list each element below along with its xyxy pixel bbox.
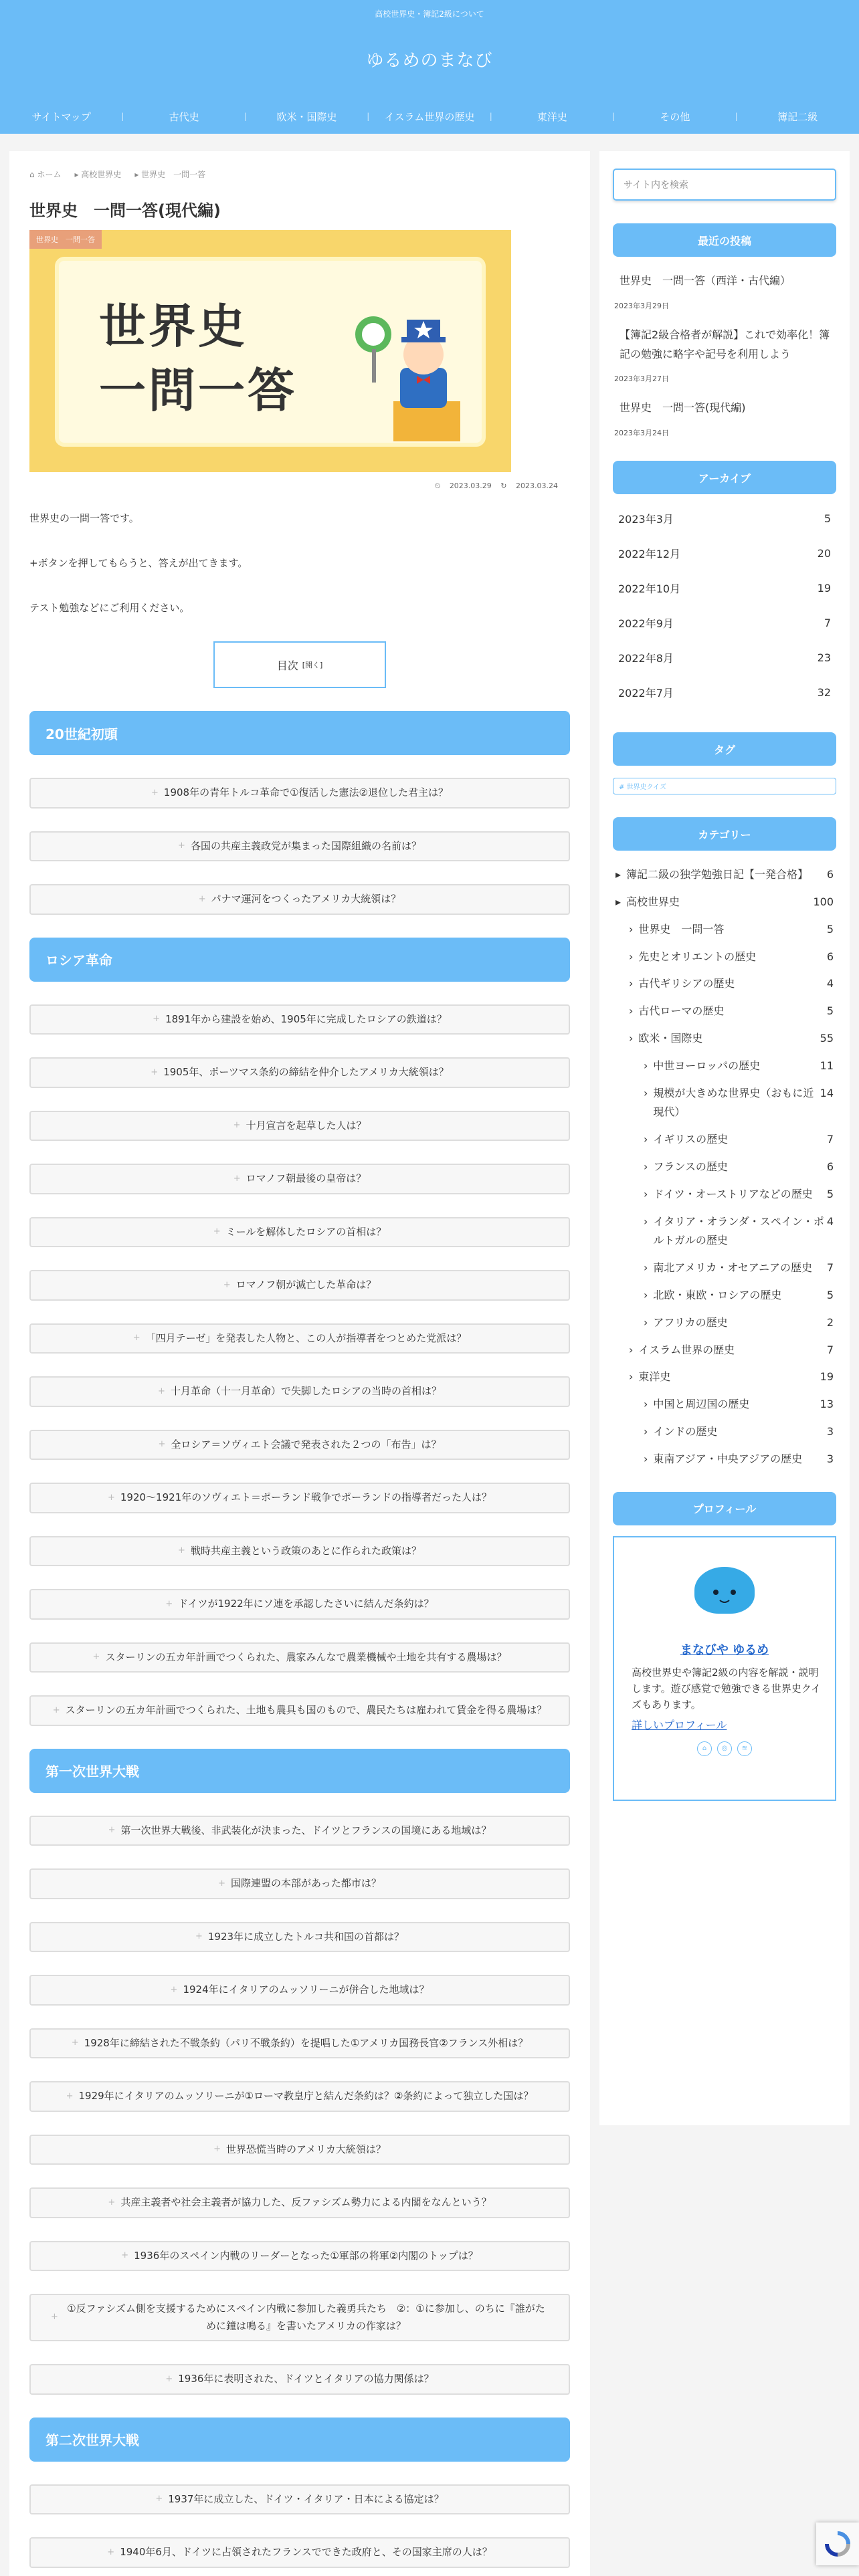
category-count: 6 — [826, 1160, 834, 1173]
category-name: 東南アジア・中央アジアの歴史 — [653, 1452, 803, 1465]
category-name: インドの歴史 — [653, 1424, 718, 1438]
avatar — [694, 1567, 755, 1614]
chevron-right-icon: › — [644, 1133, 648, 1146]
category-name: 規模が大きめな世界史（おもに近現代） — [653, 1086, 814, 1119]
archive-count: 7 — [824, 616, 831, 629]
nav-item-bookkeeping[interactable]: | 簿記二級 — [737, 99, 859, 134]
plus-icon[interactable]: + — [132, 1333, 140, 1344]
quiz-question-text: 十月宣言を起草した人は？ — [246, 1119, 367, 1132]
profile-card — [613, 1536, 836, 1801]
plus-icon[interactable]: + — [158, 1439, 166, 1450]
feed-icon[interactable]: ◎ — [717, 1741, 732, 1756]
eyecatch-line2: 一問一答 — [99, 363, 297, 418]
quiz-question-toggle[interactable] — [29, 1430, 570, 1461]
quiz-question-toggle[interactable] — [29, 1376, 570, 1407]
quiz-question-toggle[interactable] — [29, 1217, 570, 1248]
category-count: 7 — [826, 1261, 834, 1275]
quiz-question-text: 1940年6月、ドイツに占領されたフランスでできた政府と、その国家主席の人は？ — [120, 2546, 492, 2558]
eyecatch-text — [99, 294, 297, 423]
site-title[interactable]: ゆるめのまなび — [366, 51, 493, 71]
recaptcha-badge-icon[interactable] — [816, 2523, 859, 2565]
quiz-question-toggle[interactable] — [29, 831, 570, 862]
quiz-question-toggle[interactable] — [29, 2028, 570, 2059]
category-count: 19 — [820, 1370, 834, 1384]
chevron-right-icon: › — [644, 1086, 648, 1099]
global-nav — [0, 99, 859, 134]
category-item[interactable] — [613, 857, 836, 885]
quiz-question-toggle[interactable] — [29, 1270, 570, 1301]
quiz-question-toggle[interactable] — [29, 778, 570, 809]
chevron-right-icon: › — [644, 1059, 648, 1072]
quiz-question-toggle[interactable] — [29, 1004, 570, 1035]
quiz-question-toggle[interactable] — [29, 1323, 570, 1354]
quiz-question-text: 1920〜1921年のソヴィエト＝ポーランド戦争でポーランドの指導者だった人は？ — [120, 1491, 492, 1503]
nav-item-eastern[interactable]: | 東洋史 — [491, 99, 613, 134]
chevron-right-icon: › — [629, 1370, 634, 1384]
archive-month: 2023年3月 — [618, 512, 674, 526]
plus-icon[interactable]: + — [66, 2090, 74, 2101]
quiz-question-text: ロマノフ朝最後の皇帝は？ — [246, 1172, 367, 1184]
site-tagline: 高校世界史・簿記2級について — [375, 9, 484, 19]
category-item[interactable] — [613, 1177, 836, 1204]
recent-posts-heading: 最近の投稿 — [613, 223, 836, 257]
chevron-right-icon: › — [644, 1424, 648, 1438]
archive-month: 2022年8月 — [618, 651, 674, 665]
breadcrumb-current[interactable]: ▸ 世界史 一問一答 — [134, 170, 206, 179]
category-count: 100 — [813, 895, 834, 908]
plus-icon[interactable]: + — [52, 1705, 60, 1715]
category-count: 14 — [820, 1086, 834, 1099]
nav-item-ancient[interactable]: | 古代史 — [122, 99, 245, 134]
site-header — [0, 0, 859, 134]
article — [9, 151, 590, 2576]
archive-month: 2022年12月 — [618, 547, 681, 560]
quiz-question-toggle[interactable] — [29, 1057, 570, 1088]
category-item[interactable] — [613, 1278, 836, 1305]
recent-post-date: 2023年3月24日 — [614, 429, 669, 438]
quiz-question-text: 1928年に締結された不戦条約（パリ不戦条約）を提唱した①アメリカ国務長官②フランス外相は？ — [84, 2036, 529, 2049]
category-count: 4 — [826, 1214, 834, 1228]
category-count: 2 — [826, 1315, 834, 1329]
quiz-question-text: スターリンの五カ年計画でつくられた、農家みんなで農業機械や土地を共有する農場は？ — [105, 1650, 507, 1663]
plus-icon[interactable]: + — [121, 2250, 129, 2261]
category-name: フランスの歴史 — [653, 1160, 728, 1173]
archive-month: 2022年7月 — [618, 686, 674, 700]
category-count: 11 — [820, 1059, 834, 1072]
quiz-question-text: 全ロシア＝ソヴィエト会議で発表された２つの「布告」は？ — [171, 1438, 442, 1451]
category-item[interactable] — [613, 1122, 836, 1150]
category-name: 欧米・国際史 — [638, 1031, 703, 1045]
category-count: 4 — [826, 977, 834, 990]
category-item[interactable] — [613, 912, 836, 940]
quiz-question-text: 1905年、ポーツマス条約の締結を仲介したアメリカ大統領は？ — [163, 1066, 449, 1078]
recent-posts-list — [613, 272, 836, 438]
breadcrumb — [29, 169, 570, 180]
chevron-right-icon: ▸ — [615, 895, 622, 908]
quiz-question-toggle[interactable] — [29, 2484, 570, 2515]
plus-icon[interactable]: + — [51, 2312, 58, 2323]
plus-icon[interactable]: + — [165, 2373, 173, 2384]
recent-post-link[interactable]: 【簿記2級合格者が解説】これで効率化！簿記の勉強に略字や記号を利用しよう — [619, 328, 830, 360]
quiz-question-toggle[interactable] — [29, 2081, 570, 2112]
breadcrumb-home[interactable]: ⌂ ホーム — [29, 170, 62, 179]
category-item[interactable] — [613, 885, 836, 912]
plus-icon[interactable]: + — [233, 1120, 241, 1131]
quiz-question-text: 第一次世界大戦後、非武装化が決まった、ドイツとフランスの国境にある地域は？ — [120, 1824, 492, 1836]
chevron-right-icon: › — [629, 950, 634, 963]
eyecatch-line1: 世界史 — [99, 299, 248, 354]
plus-icon[interactable]: + — [213, 1226, 221, 1237]
archive-item[interactable] — [613, 675, 836, 710]
plus-icon[interactable]: + — [213, 2144, 221, 2155]
category-item[interactable] — [613, 1442, 836, 1469]
quiz-question-toggle[interactable] — [29, 1536, 570, 1567]
recent-post-link[interactable]: 世界史 一問一答(現代編) — [619, 401, 746, 415]
plus-icon[interactable]: + — [233, 1173, 241, 1184]
quiz-question-toggle[interactable] — [29, 1816, 570, 1846]
quiz-question-text: スターリンの五カ年計画でつくられた、土地も農具も国のもので、農民たちは雇われて賃金を得る農場は？ — [65, 1704, 547, 1716]
quiz-question-text: パナマ運河をつくったアメリカ大統領は？ — [211, 893, 401, 905]
quiz-question-text: ドイツが1922年にソ連を承認したさいに結んだ条約は？ — [178, 1598, 434, 1610]
archive-item[interactable] — [613, 536, 836, 570]
profile-name[interactable]: まなびや ゆるめ — [680, 1642, 769, 1657]
quiz-question-toggle[interactable] — [29, 1164, 570, 1194]
profile-heading: プロフィール — [613, 1492, 836, 1525]
plus-icon[interactable]: + — [218, 1878, 226, 1889]
nav-item-sitemap[interactable]: サイトマップ — [31, 110, 91, 123]
category-name: イタリア・オランダ・スペイン・ポルトガルの歴史 — [653, 1214, 824, 1247]
category-count: 55 — [820, 1031, 834, 1045]
chevron-right-icon: › — [644, 1261, 648, 1275]
archive-count: 32 — [817, 685, 831, 699]
intro-paragraph: テスト勉強などにご利用ください。 — [29, 602, 190, 614]
category-count: 5 — [826, 1187, 834, 1200]
quiz-question-text: 共産主義者や社会主義者が協力した、反ファシズム勢力による内閣をなんという？ — [120, 2196, 492, 2208]
quiz-question-text: 十月革命（十一月革命）で失脚したロシアの当時の首相は？ — [170, 1385, 442, 1397]
date-updated: ↻ 2023.03.24 — [500, 481, 558, 490]
quiz-question-toggle[interactable] — [29, 2537, 570, 2568]
category-count: 13 — [820, 1398, 834, 1411]
plus-icon[interactable]: + — [107, 1492, 115, 1503]
quiz-question-text: ミールを解体したロシアの首相は？ — [225, 1225, 387, 1238]
chevron-right-icon: › — [629, 1031, 634, 1045]
post-dates — [29, 481, 558, 491]
home-icon[interactable]: ⌂ — [697, 1741, 712, 1756]
category-name: イギリスの歴史 — [653, 1133, 729, 1146]
chevron-right-icon: › — [644, 1452, 648, 1465]
archive-list — [613, 501, 836, 710]
quiz-question-text: 戦時共産主義という政策のあとに作られた政策は？ — [190, 1544, 421, 1557]
category-name: 南北アメリカ・オセアニアの歴史 — [653, 1261, 813, 1275]
plus-icon[interactable]: + — [155, 2494, 163, 2504]
quiz-question-text: 1891年から建設を始め、1905年に完成したロシアの鉄道は？ — [165, 1012, 447, 1025]
tag-link[interactable]: # 世界史クイズ — [613, 778, 836, 794]
chevron-right-icon: › — [629, 977, 634, 990]
category-name: ドイツ・オーストリアなどの歴史 — [653, 1187, 813, 1200]
category-item[interactable] — [613, 1333, 836, 1360]
category-item[interactable] — [613, 1387, 836, 1414]
quiz-question-toggle[interactable] — [29, 1868, 570, 1899]
quiz-sections — [29, 711, 570, 2568]
category-item[interactable] — [613, 1251, 836, 1278]
category-count: 5 — [826, 1288, 834, 1301]
category-name: 先史とオリエントの歴史 — [638, 950, 757, 963]
category-item[interactable] — [613, 1305, 836, 1333]
post-title: 世界史 一問一答(現代編) — [29, 201, 221, 220]
archive-item[interactable] — [613, 605, 836, 640]
category-count: 7 — [826, 1343, 834, 1356]
archive-heading: アーカイブ — [613, 461, 836, 494]
category-name: 高校世界史 — [626, 895, 680, 908]
nav-item-islam[interactable]: | イスラム世界の歴史 — [368, 99, 490, 134]
plus-icon[interactable]: + — [195, 1931, 203, 1942]
plus-icon[interactable]: + — [165, 1598, 173, 1609]
slime-avatar-icon — [694, 1567, 755, 1614]
category-item[interactable] — [613, 1076, 836, 1123]
tag-heading: タグ — [613, 732, 836, 766]
category-name: 古代ローマの歴史 — [638, 1004, 725, 1018]
profile-social-links — [628, 1741, 822, 1756]
category-name: 北欧・東欧・ロシアの歴史 — [653, 1288, 782, 1301]
category-name: 簿記二級の独学勉強日記【一発合格】 — [626, 868, 809, 881]
chevron-right-icon: › — [629, 1004, 634, 1018]
category-count: 6 — [826, 950, 834, 963]
archive-count: 23 — [817, 651, 831, 664]
archive-item[interactable] — [613, 501, 836, 536]
category-name: イスラム世界の歴史 — [638, 1343, 735, 1356]
category-item[interactable] — [613, 966, 836, 994]
archive-month: 2022年9月 — [618, 617, 674, 630]
category-name: 中国と周辺国の歴史 — [653, 1398, 750, 1411]
category-item[interactable] — [613, 1150, 836, 1177]
quiz-question-text: 1936年のスペイン内戦のリーダーとなった①軍部の将軍②内閣のトップは？ — [134, 2249, 478, 2262]
quiz-question-toggle[interactable] — [29, 2135, 570, 2165]
quiz-question-text: 1924年にイタリアのムッソリーニが併合した地域は？ — [183, 1983, 430, 1996]
quiz-question-text: 1937年に成立した、ドイツ・イタリア・日本による協定は？ — [168, 2492, 444, 2505]
category-name: アフリカの歴史 — [653, 1315, 728, 1329]
quiz-question-text: 1908年の青年トルコ革命で①復活した憲法②退位した君主は？ — [163, 786, 448, 798]
category-name: 東洋史 — [638, 1370, 671, 1384]
quiz-question-text: ①反ファシズム側を支援するためにスペイン内戦に参加した義勇兵たち ②：①に参加し、のちに『誰がために鐘は鳴る』を書いたアメリカの作家は？ — [67, 2302, 545, 2332]
sidebar — [599, 151, 850, 2125]
plus-icon[interactable]: + — [158, 1386, 165, 1396]
plus-icon[interactable]: + — [223, 1279, 231, 1290]
toc-open-button[interactable]: [開く] — [302, 661, 323, 669]
archive-count: 5 — [824, 512, 831, 525]
quiz-question-toggle[interactable] — [29, 2364, 570, 2395]
category-item[interactable] — [613, 1414, 836, 1442]
nav-item-other[interactable]: | その他 — [613, 99, 736, 134]
quiz-question-text: ロマノフ朝が滅亡した革命は？ — [235, 1279, 377, 1291]
rss-icon[interactable]: ≋ — [737, 1741, 752, 1756]
quiz-question-toggle[interactable] — [29, 1695, 570, 1726]
archive-count: 20 — [817, 546, 831, 560]
recent-post-date: 2023年3月29日 — [614, 301, 669, 310]
chevron-right-icon: › — [644, 1214, 648, 1228]
plus-icon[interactable]: + — [108, 2197, 116, 2208]
quiz-question-toggle[interactable] — [29, 1589, 570, 1620]
plus-icon[interactable]: + — [178, 1545, 185, 1556]
intro-paragraph: 世界史の一問一答です。 — [29, 512, 139, 524]
category-heading: カテゴリー — [613, 817, 836, 851]
quiz-question-text: 世界恐慌当時のアメリカ大統領は？ — [225, 2143, 386, 2155]
chevron-right-icon: › — [644, 1315, 648, 1329]
plus-icon[interactable]: + — [178, 841, 185, 851]
archive-month: 2022年10月 — [618, 582, 681, 595]
chevron-right-icon: › — [644, 1288, 648, 1301]
quiz-question-text: 1929年にイタリアのムッソリーニが①ローマ教皇庁と結んだ条約は？②条約によって独立した国は？ — [78, 2090, 534, 2102]
section-heading: 第二次世界大戦 — [29, 2418, 570, 2462]
table-of-contents-toggle[interactable] — [213, 641, 386, 688]
eyecatch-category-label[interactable]: 世界史 一問一答 — [29, 230, 102, 249]
recent-post-link[interactable]: 世界史 一問一答（西洋・古代編） — [619, 274, 791, 287]
plus-icon[interactable]: + — [107, 2547, 115, 2557]
chevron-right-icon: ▸ — [615, 868, 622, 881]
plus-icon[interactable]: + — [151, 787, 159, 798]
toc-label: 目次 — [276, 659, 298, 672]
plus-icon[interactable]: + — [153, 1014, 161, 1025]
breadcrumb-category[interactable]: ▸ 高校世界史 — [74, 170, 122, 179]
quiz-question-text: 各国の共産主義政党が集まった国際組織の名前は？ — [190, 839, 421, 852]
chevron-right-icon: › — [644, 1187, 648, 1200]
chevron-right-icon: › — [629, 922, 634, 936]
quiz-question-toggle[interactable] — [29, 2187, 570, 2218]
quiz-question-toggle[interactable] — [29, 1111, 570, 1142]
category-count: 5 — [826, 1004, 834, 1018]
category-name: 古代ギリシアの歴史 — [638, 977, 735, 990]
category-count: 5 — [826, 922, 834, 936]
chevron-right-icon: › — [629, 1343, 634, 1356]
header-banner — [0, 0, 859, 99]
quiz-question-text: 1936年に表明された、ドイツとイタリアの協力関係は？ — [178, 2373, 434, 2385]
category-item[interactable] — [613, 1021, 836, 1049]
nav-item-western[interactable]: | 欧米・国際史 — [246, 99, 368, 134]
eyecatch-panel — [55, 257, 486, 447]
plus-icon[interactable]: + — [198, 893, 206, 904]
archive-item[interactable] — [613, 570, 836, 605]
quiz-host-illustration-icon — [353, 301, 474, 448]
category-count: 7 — [826, 1133, 834, 1146]
plus-icon[interactable]: + — [92, 1652, 100, 1662]
plus-icon[interactable]: + — [108, 1825, 116, 1836]
chevron-right-icon: › — [644, 1398, 648, 1411]
archive-count: 19 — [817, 581, 831, 595]
category-list — [613, 857, 836, 1469]
quiz-question-toggle[interactable] — [29, 1922, 570, 1953]
category-item[interactable] — [613, 1204, 836, 1251]
category-name: 中世ヨーロッパの歴史 — [653, 1059, 761, 1072]
quiz-question-text: 1923年に成立したトルコ共和国の首都は？ — [207, 1930, 405, 1943]
section-heading: 20世紀初頭 — [29, 711, 570, 755]
recent-post-date: 2023年3月27日 — [614, 374, 669, 384]
plus-icon[interactable]: + — [151, 1067, 159, 1077]
category-item[interactable] — [613, 940, 836, 967]
plus-icon[interactable]: + — [170, 1984, 178, 1995]
category-count: 6 — [826, 868, 834, 881]
category-count: 3 — [826, 1452, 834, 1465]
section-heading: ロシア革命 — [29, 938, 570, 982]
quiz-question-text: 「四月テーゼ」を発表した人物と、この人が指導者をつとめた党派は？ — [145, 1331, 467, 1344]
category-name: 世界史 一問一答 — [638, 922, 725, 936]
chevron-right-icon: › — [644, 1160, 648, 1173]
archive-item[interactable] — [613, 640, 836, 675]
quiz-question-toggle[interactable] — [29, 1975, 570, 2006]
category-item[interactable] — [613, 1360, 836, 1387]
quiz-question-text: 国際連盟の本部があった都市は？ — [231, 1877, 381, 1889]
search-input[interactable]: サイト内を検索 — [613, 169, 836, 201]
category-item[interactable] — [613, 994, 836, 1021]
intro-paragraph: +ボタンを押してもらうと、答えが出てきます。 — [29, 557, 248, 569]
plus-icon[interactable]: + — [71, 2038, 79, 2048]
quiz-question-toggle[interactable] — [29, 2294, 570, 2341]
profile-description: 高校世界史や簿記2級の内容を解説・説明します。遊び感覚で勉強できる世界史クイズもあります。 — [632, 1666, 822, 1711]
category-count: 3 — [826, 1424, 834, 1438]
section-heading: 第一次世界大戦 — [29, 1749, 570, 1793]
quiz-question-toggle[interactable] — [29, 2241, 570, 2272]
date-published: ⏲ 2023.03.29 — [434, 481, 492, 490]
quiz-question-toggle[interactable] — [29, 884, 570, 915]
quiz-question-toggle[interactable] — [29, 1483, 570, 1513]
eyecatch-image — [29, 230, 511, 472]
quiz-question-toggle[interactable] — [29, 1642, 570, 1673]
profile-detail-link[interactable]: 詳しいプロフィール — [632, 1718, 727, 1731]
category-item[interactable] — [613, 1049, 836, 1076]
